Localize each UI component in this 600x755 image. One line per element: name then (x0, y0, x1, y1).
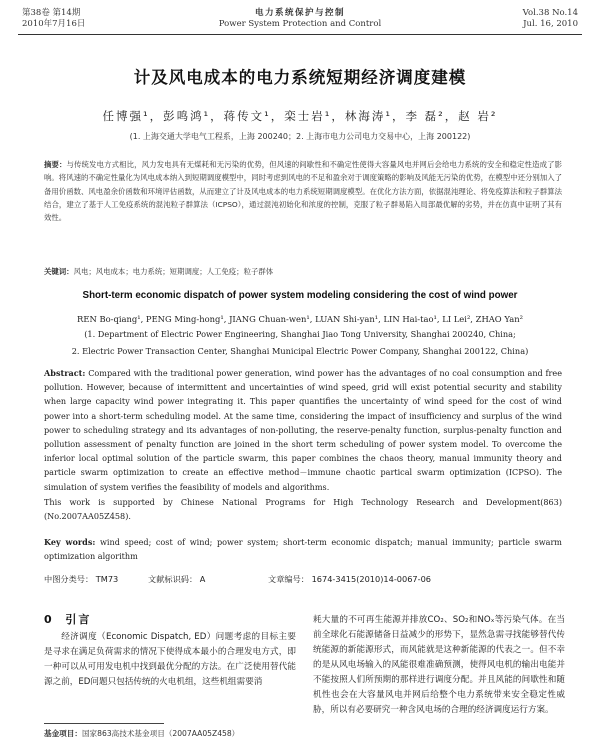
keywords-cn (44, 266, 562, 277)
footnote-rule (44, 723, 164, 724)
clc-label: 中图分类号： (44, 574, 94, 584)
header-right (523, 8, 578, 30)
body-left-paragraph: 经济调度（Economic Dispatch, ED）问题考虑的目标主要是寻求在满足负荷需求的情况下使得成本最小的合理发电方式，即一种可以从可用发电机中找到最优分配的方法。在广泛使用替代能源之前，ED问题只包括传统的火电机组，这些机组需要消 (44, 632, 296, 687)
article-label: 文章编号： (268, 574, 309, 584)
volume-en: Vol.38 No.14 (522, 8, 578, 18)
doc-label: 文献标识码： (148, 574, 198, 584)
body-column-right (313, 613, 565, 718)
keywords-en (44, 535, 562, 563)
authors-cn: 任博强¹，彭鸣鸿¹，蒋传文¹，栾士岩¹，林海涛¹，李 磊²，赵 岩² (102, 109, 498, 123)
affiliation-cn: (1. 上海交通大学电气工程系，上海 200240；2. 上海市电力公司电力交易中心，上海 200122) (129, 132, 471, 141)
footnote (44, 728, 239, 739)
volume-cn: 第38卷 第14期 (22, 8, 81, 18)
footnote-label: 基金项目： (44, 729, 82, 738)
keywords-cn-text: 风电；风电成本；电力系统；短期调度；人工免疫；粒子群体 (73, 267, 274, 276)
body-right-paragraph: 耗大量的不可再生能源并排放CO₂、SO₂和NOₓ等污染气体。在当前全球化石能源储备日益减少的形势下，显然急需寻找能够替代传统能源的新能源形式，而风能就是这种新能源的代表之一。但不幸的是从风电场输入的风能很难准确预测，使得风电机的输出电能并不能按照人们所预期的那样进行调度分配。并且风能的间歇性和随机性也会在大容量风电并网后给整个电力系统带来安全稳定性威胁，所以有必要研究一种含风电场的合理的经济调度运行方案。 (313, 615, 565, 715)
footnote-text: 国家863高技术基金项目（2007AA05Z458） (81, 729, 240, 738)
paper-title-cn: 计及风电成本的电力系统短期经济调度建模 (133, 68, 467, 87)
keywords-cn-label: 关键词： (44, 267, 74, 276)
abstract-cn-text: 与传统发电方式相比，风力发电具有无煤耗和无污染的优势，但风速的间歇性和不确定性使得大容量风电并网后会给电力系统的安全和稳定性造成了影响。将风速的不确定性量化为风电成本纳入到短期调度模型中，同时考虑到风电的不足和盈余对于调度策略的影响及风能无污染的优势，在模型中还分别加入了备用价函数、风电盈余价函数和环境评估函数，从而建立了计及风电成本的电力系统短期调度模型。在优化方法方面，依据混沌理论、将免疫算法和粒子群算法结合，建立了基于人工免疫系统的混沌粒子群算法（ICPSO），通过混沌初始化和浓度的控制，克服了粒子群易陷入局部最优解的劣势，并在仿真中证明了其有效性。 (44, 160, 562, 223)
doc-code (148, 574, 205, 585)
body-column-left (44, 630, 296, 690)
affiliation-en-1: (1. Department of Electric Power Engineering, Shanghai Jiao Tong University, Shanghai 200240, China; (84, 329, 516, 339)
authors-en: REN Bo-qiang¹, PENG Ming-hong¹, JIANG Chuan-wen¹, LUAN Shi-yan¹, LIN Hai-tao¹, LI Lei², ZHAO Yan² (77, 314, 523, 324)
keywords-en-label: Key words: (44, 537, 96, 547)
journal-name-en: Power System Protection and Control (218, 19, 382, 29)
clc-value: TM73 (95, 574, 119, 584)
abstract-en (44, 366, 562, 494)
abstract-cn-label: 摘要： (44, 160, 67, 169)
header-rule (18, 34, 582, 35)
clc-code (44, 574, 118, 585)
article-value: 1674-3415(2010)14-0067-06 (311, 574, 431, 584)
section-number: 0 (44, 613, 54, 626)
paper-title-en: Short-term economic dispatch of power system modeling considering the cost of wind power (82, 290, 518, 301)
date-cn: 2010年7月16日 (22, 19, 86, 29)
keywords-en-text: wind speed; cost of wind; power system; short-term economic dispatch; manual immunity; particle swarm optimization algorithm (44, 537, 562, 562)
abstract-en-text: Compared with the traditional power generation, wind power has the advantages of no coal consumption and free pollution. However, because of intermittent and uncertainties of wind speed, grid will exist potential security and stability when large capacity wind power integrating it. This paper quantifies the uncertainty of wind speed for the cost of wind power into a short-term scheduling model. At the same time, considering the impact of insufficiency and surplus of the wind power to scheduling strategy and its advantages of non-polluting, the reserve-penalty function, surplus-penalty function and pollution assessment of penalty function are joined in the short term scheduling of power system model. To overcome the inferior local optimal solution of the particle swarm, this paper combines the chaos theory, manual immunity theory and particle swarm optimization to create an effective method－immune chaotic partical swarm optimization (ICPSO). The simulation of system verifies the feasibility of models and algorithms. (44, 368, 562, 492)
section-title: 引言 (65, 613, 92, 626)
abstract-en-label: Abstract: (44, 368, 86, 378)
abstract-cn (44, 158, 562, 224)
section-heading (44, 611, 91, 627)
funding-en: This work is supported by Chinese National Programs for High Technology Research and Development(863) (No.2007AA05Z458). (44, 497, 562, 522)
affiliation-en-2: 2. Electric Power Transaction Center, Shanghai Municipal Electric Power Company, Shanghai 200122, China) (71, 346, 529, 356)
header-center (0, 8, 600, 30)
date-en: Jul. 16, 2010 (523, 19, 578, 29)
article-number (268, 574, 431, 585)
journal-name-cn: 电力系统保护与控制 (254, 8, 345, 18)
doc-value: A (199, 574, 206, 584)
